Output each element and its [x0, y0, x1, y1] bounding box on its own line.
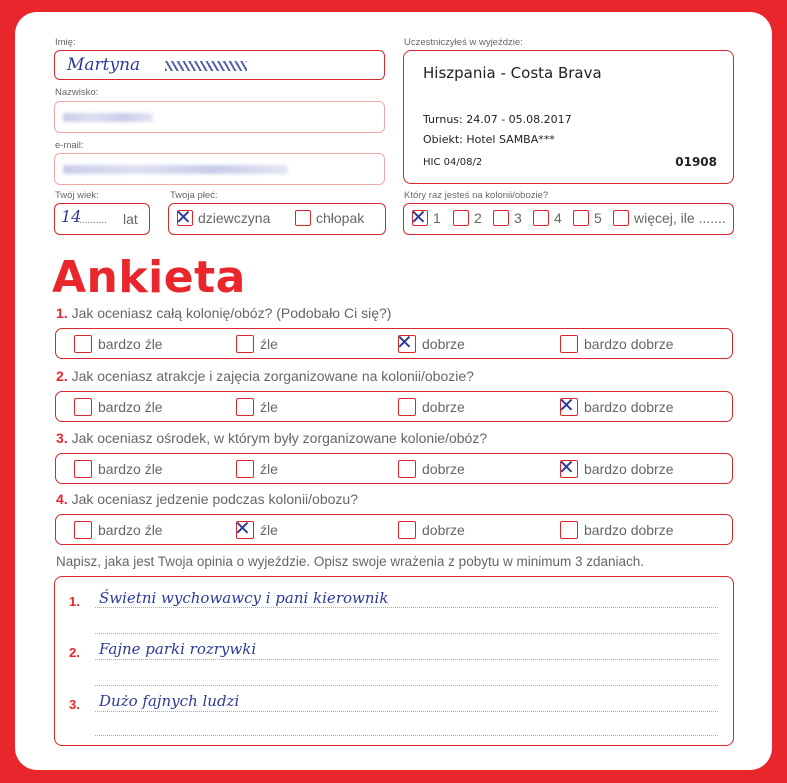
opinion-box[interactable]: [54, 576, 734, 746]
cross-mark-icon: ✕: [234, 516, 251, 540]
opinion-answer: Dużo fajnych ludzi: [99, 692, 240, 710]
checkbox[interactable]: [398, 398, 416, 416]
page-title: Ankieta: [52, 252, 246, 303]
dotted-line: [95, 685, 718, 686]
cross-mark-icon: ✕: [396, 330, 413, 354]
rating-option[interactable]: [396, 330, 465, 354]
cross-mark-icon: ✕: [558, 455, 575, 479]
age-dots: ..........: [79, 215, 107, 226]
dotted-line: [95, 659, 718, 660]
checkbox[interactable]: [295, 210, 311, 226]
times-option-2[interactable]: 2: [453, 210, 482, 226]
question-label: Jak oceniasz całą kolonię/obóz? (Podobało Ci się?): [71, 305, 392, 321]
question-number: 1.: [56, 305, 68, 321]
sex-option-boy[interactable]: chłopak: [295, 210, 364, 226]
sex-label: Twoja płeć:: [170, 190, 218, 201]
rating-label: źle: [260, 461, 278, 477]
email-field[interactable]: [54, 153, 385, 185]
checkbox[interactable]: [236, 460, 254, 478]
redaction-scribble: [165, 61, 247, 71]
rating-option[interactable]: [558, 393, 674, 417]
checkbox[interactable]: [236, 398, 254, 416]
question-text: [56, 491, 358, 507]
checkbox[interactable]: [74, 398, 92, 416]
question-text: [56, 368, 474, 384]
opinion-answer: Fajne parki rozrywki: [99, 640, 257, 658]
rating-option[interactable]: [558, 455, 674, 479]
checkbox[interactable]: [74, 460, 92, 478]
trip-label: Uczestniczyłeś w wyjeździe:: [404, 37, 523, 48]
dotted-line: [95, 633, 718, 634]
trip-code: HIC 04/08/2: [423, 157, 483, 168]
checkbox[interactable]: [74, 335, 92, 353]
age-unit: lat: [123, 211, 138, 227]
rating-label: bardzo dobrze: [584, 336, 674, 352]
checkbox[interactable]: [560, 335, 578, 353]
rating-option[interactable]: [560, 335, 674, 353]
rating-option[interactable]: [236, 460, 278, 478]
email-blur: [63, 165, 288, 174]
question-text: [56, 305, 391, 321]
rating-option[interactable]: [236, 398, 278, 416]
rating-label: dobrze: [422, 399, 465, 415]
rating-option[interactable]: [234, 516, 278, 540]
rating-label: bardzo dobrze: [584, 522, 674, 538]
checkbox[interactable]: [234, 516, 254, 540]
dotted-line: [95, 735, 718, 736]
rating-row: [55, 514, 733, 545]
times-option-more[interactable]: więcej, ile .......: [613, 210, 726, 226]
rating-label: bardzo źle: [98, 399, 163, 415]
rating-label: źle: [260, 399, 278, 415]
rating-row: [55, 391, 733, 422]
rating-option[interactable]: [74, 521, 163, 539]
name-field[interactable]: [54, 50, 385, 80]
rating-label: źle: [260, 336, 278, 352]
question-number: 3.: [56, 430, 68, 446]
opinion-line-number: 3.: [69, 697, 80, 712]
trip-obiekt: Obiekt: Hotel SAMBA***: [423, 133, 555, 146]
question-text: [56, 430, 487, 446]
email-label: e-mail:: [55, 140, 84, 151]
question-label: Jak oceniasz jedzenie podczas kolonii/obozu?: [71, 491, 358, 507]
times-option-4[interactable]: 4: [533, 210, 562, 226]
age-label: Twój wiek:: [55, 190, 99, 201]
surname-label: Nazwisko:: [55, 87, 99, 98]
rating-option[interactable]: [398, 398, 465, 416]
checkbox[interactable]: [396, 330, 416, 354]
rating-option[interactable]: [236, 335, 278, 353]
rating-label: dobrze: [422, 336, 465, 352]
rating-option[interactable]: [74, 335, 163, 353]
name-value: Martyna: [67, 55, 141, 75]
surname-blur: [63, 113, 153, 122]
rating-row: [55, 453, 733, 484]
checkbox[interactable]: [398, 521, 416, 539]
opinion-line-number: 1.: [69, 594, 80, 609]
trip-destination: Hiszpania - Costa Brava: [423, 64, 602, 82]
trip-number: 01908: [675, 155, 717, 169]
checkbox[interactable]: [558, 393, 578, 417]
rating-option[interactable]: [74, 460, 163, 478]
checkbox[interactable]: [573, 210, 589, 226]
cross-mark-icon: ✕: [558, 393, 575, 417]
checkbox[interactable]: [453, 210, 469, 226]
checkbox[interactable]: [175, 205, 193, 229]
checkbox[interactable]: [613, 210, 629, 226]
rating-row: [55, 328, 733, 359]
rating-label: bardzo dobrze: [584, 461, 674, 477]
checkbox[interactable]: [398, 460, 416, 478]
opinion-prompt: Napisz, jaka jest Twoja opinia o wyjeździe. Opisz swoje wrażenia z pobytu w minimum 3 zdaniach.: [56, 554, 645, 569]
question-number: 2.: [56, 368, 68, 384]
rating-option[interactable]: [560, 521, 674, 539]
sex-field: [168, 203, 386, 235]
checkbox[interactable]: [533, 210, 549, 226]
rating-label: dobrze: [422, 522, 465, 538]
name-label: Imię:: [55, 37, 76, 48]
dotted-line: [95, 711, 718, 712]
times-field: [403, 203, 734, 235]
question-number: 4.: [56, 491, 68, 507]
dotted-line: [95, 607, 718, 608]
checkbox[interactable]: [493, 210, 509, 226]
checkbox[interactable]: [236, 335, 254, 353]
age-field[interactable]: [54, 203, 150, 235]
rating-label: bardzo źle: [98, 522, 163, 538]
cross-mark-icon: ✕: [175, 205, 192, 229]
age-value: 14: [61, 207, 82, 226]
checkbox[interactable]: [558, 455, 578, 479]
question-label: Jak oceniasz ośrodek, w którym były zorganizowane kolonie/obóz?: [71, 430, 488, 446]
rating-label: źle: [260, 522, 278, 538]
checkbox[interactable]: [74, 521, 92, 539]
times-option-3[interactable]: 3: [493, 210, 522, 226]
checkbox[interactable]: [410, 205, 428, 229]
trip-turnus: Turnus: 24.07 - 05.08.2017: [423, 113, 572, 126]
times-label: Który raz jesteś na kolonii/obozie?: [404, 190, 549, 201]
question-label: Jak oceniasz atrakcje i zajęcia zorganizowane na kolonii/obozie?: [71, 368, 474, 384]
opinion-answer: Świetni wychowawcy i pani kierownik: [99, 589, 389, 607]
rating-option[interactable]: [398, 460, 465, 478]
opinion-line-number: 2.: [69, 645, 80, 660]
sex-option-girl[interactable]: ✕ dziewczyna: [175, 205, 271, 229]
rating-option[interactable]: [74, 398, 163, 416]
rating-label: bardzo źle: [98, 336, 163, 352]
times-option-1[interactable]: ✕ 1: [410, 205, 441, 229]
trip-box: [403, 50, 734, 184]
times-option-5[interactable]: 5: [573, 210, 602, 226]
cross-mark-icon: ✕: [410, 205, 427, 229]
checkbox[interactable]: [560, 521, 578, 539]
rating-label: dobrze: [422, 461, 465, 477]
surname-field[interactable]: [54, 101, 385, 133]
rating-label: bardzo dobrze: [584, 399, 674, 415]
rating-label: bardzo źle: [98, 461, 163, 477]
rating-option[interactable]: [398, 521, 465, 539]
